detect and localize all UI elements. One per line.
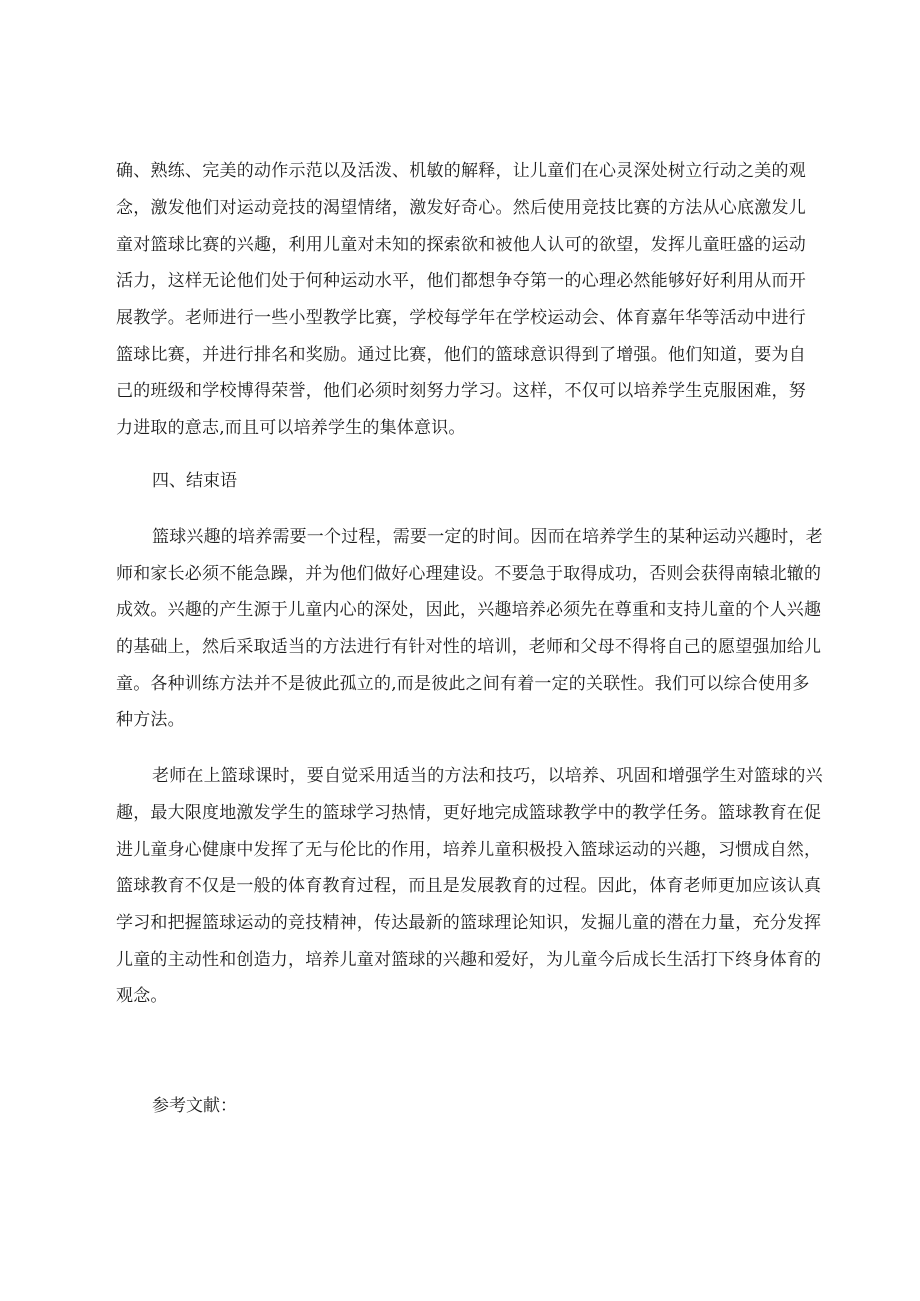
paragraph-line: 展教学。老师进行一些小型教学比赛，学校每学年在学校运动会、体育嘉年华等活动中进行 [116, 308, 806, 328]
paragraph-line: 种方法。 [116, 710, 185, 730]
paragraph-line: 老师在上篮球课时，要自觉采用适当的方法和技巧，以培养、巩固和增强学生对篮球的兴 [152, 766, 823, 786]
paragraph-line: 的基础上，然后采取适当的方法进行有针对性的培训，老师和父母不得将自己的愿望强加给儿 [116, 637, 822, 657]
references-heading: 参考文献： [152, 1096, 237, 1116]
paragraph-line: 童对篮球比赛的兴趣，利用儿童对未知的探索欲和被他人认可的欲望，发挥儿童旺盛的运动 [116, 235, 806, 255]
paragraph-line: 趣，最大限度地激发学生的篮球学习热情，更好地完成篮球教学中的教学任务。篮球教育在促 [116, 803, 822, 823]
paragraph-line: 活力，这样无论他们处于何种运动水平，他们都想争夺第一的心理必然能够好好利用从而开 [116, 271, 806, 291]
paragraph-line: 学习和把握篮球运动的竞技精神，传达最新的篮球理论知识，发掘儿童的潜在力量，充分发挥 [116, 913, 822, 933]
paragraph-line: 力进取的意志,而且可以培养学生的集体意识。 [116, 418, 466, 438]
paragraph-line: 师和家长必须不能急躁，并为他们做好心理建设。不要急于取得成功，否则会获得南辕北辙的 [116, 564, 822, 584]
paragraph-line: 篮球比赛，并进行排名和奖励。通过比赛，他们的篮球意识得到了增强。他们知道，要为自 [116, 345, 806, 365]
paragraph-line: 进儿童身心健康中发挥了无与伦比的作用，培养儿童积极投入篮球运动的兴趣，习惯成自然， [116, 840, 822, 860]
paragraph-line: 观念。 [116, 986, 168, 1006]
paragraph-line: 己的班级和学校博得荣誉，他们必须时刻努力学习。这样，不仅可以培养学生克服困难，努 [116, 381, 806, 401]
paragraph-line: 确、熟练、完美的动作示范以及活泼、机敏的解释，让儿童们在心灵深处树立行动之美的观 [116, 161, 806, 181]
paragraph-line: 童。各种训练方法并不是彼此孤立的,而是彼此之间有着一定的关联性。我们可以综合使用多 [116, 674, 810, 694]
paragraph-line: 篮球兴趣的培养需要一个过程，需要一定的时间。因而在培养学生的某种运动兴趣时，老 [152, 527, 823, 547]
section-heading: 四、结束语 [152, 471, 237, 491]
paragraph-line: 儿童的主动性和创造力，培养儿童对篮球的兴趣和爱好，为儿童今后成长生活打下终身体育的 [116, 950, 822, 970]
paragraph-line: 成效。兴趣的产生源于儿童内心的深处，因此，兴趣培养必须先在尊重和支持儿童的个人兴趣 [116, 600, 822, 620]
paragraph-line: 篮球教育不仅是一般的体育教育过程，而且是发展教育的过程。因此，体育老师更加应该认真 [116, 876, 822, 896]
paragraph-line: 念，激发他们对运动竞技的渴望情绪，激发好奇心。然后使用竞技比赛的方法从心底激发儿 [116, 198, 806, 218]
